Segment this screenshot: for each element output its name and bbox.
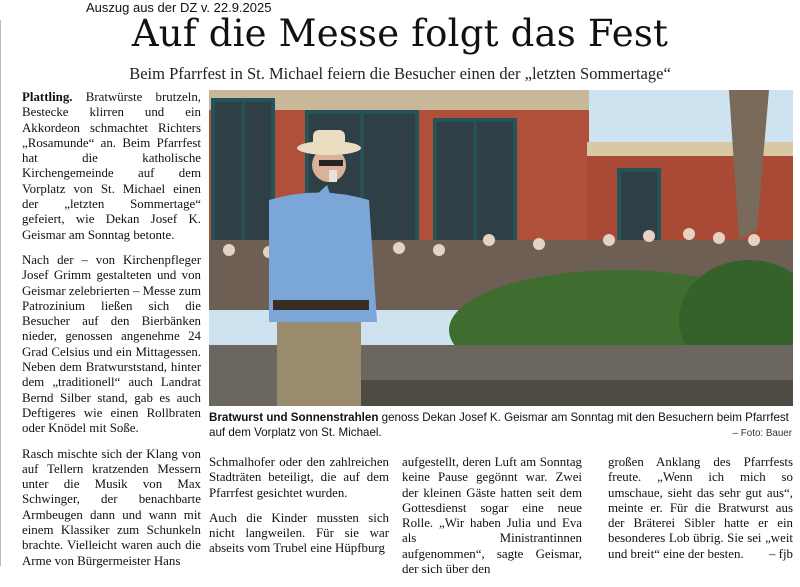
paragraph: Rasch mischte sich der Klang von auf Tellern kratzenden Messern unter die Musik von Max Schwinger, der benachbarte Armbeugen dann und wann mit einem Klassiker zum Schunkeln brachte. Vielleicht waren auch die Arme von Bürgermeister Hans	[22, 446, 201, 568]
dateline: Plattling.	[22, 90, 73, 104]
paragraph: Auch die Kinder mussten sich nicht langweilen. Für sie war abseits vom Trubel eine Hüpfburg	[209, 510, 389, 556]
subheadline: Beim Pfarrfest in St. Michael feiern die Besucher einen der „letzten Sommertage“	[129, 64, 671, 83]
paragraph-text: Bratwürste brutzeln, Bestecke klirren und ein Akkordeon schmachtet Richters „Rosamunde“ an. Beim Pfarrfest hat die katholische Kirchengemeinde auf dem Vorplatz von St. Michael einen der „letzten Sommertage“ gefeiert, wie Dekan Josef K. Geismar am Sonntag betonte.	[22, 90, 201, 242]
paragraph	[608, 455, 793, 562]
photo-credit: – Foto: Bauer	[732, 428, 792, 439]
author-signature: – fjb	[769, 546, 793, 561]
article-column-4	[608, 455, 793, 572]
photo-illustration	[209, 90, 793, 406]
photo-caption	[209, 410, 793, 440]
paragraph-text: großen Anklang des Pfarrfests freute. „Wenn ich mich so umschaue, sieht das sehr gut aus“, meinte er. Für die Bratwurst aus der Bräterei Sibler hatte er ein besonderes Lob übrig. Sie sei „weit und breit“ eine der besten.	[608, 455, 793, 561]
article-column-2	[209, 455, 389, 567]
paragraph: aufgestellt, deren Luft am Sonntag keine Pause gegönnt war. Zwei der kleinen Gäste hatten seit dem Gottesdienst sogar eine neue Rolle. „Wir haben Julia und Eva als Ministrantinnen aufgenommen“, sagte Geismar, der sich über den	[402, 455, 582, 577]
article-column-1	[22, 90, 201, 579]
caption-lead: Bratwurst und Sonnenstrahlen	[209, 411, 379, 424]
caption-text: genoss Dekan Josef K. Geismar am Sonntag mit den Besuchern beim Pfarrfest auf dem Vorplatz von St. Michael.	[209, 411, 789, 439]
page-edge-rule	[0, 20, 1, 566]
paragraph: Schmalhofer oder den zahlreichen Stadträten beteiligt, die auf dem Pfarrfest gesichtet wurden.	[209, 455, 389, 500]
article-column-3	[402, 455, 582, 587]
headline: Auf die Messe folgt das Fest	[131, 12, 669, 55]
paragraph	[22, 90, 201, 243]
source-line: Auszug aus der DZ v. 22.9.2025	[86, 0, 272, 15]
paragraph: Nach der – von Kirchenpfleger Josef Grimm gestalteten und von Geismar zelebrierten – Messe zum Patrozinium ließen sich die Besucher auf den Bierbänken nieder, genossen angenehme 24 Grad Celsius und ein Mittagessen. Neben dem Bratwurststand, hinter dem „traditionell“ auch Landrat Bernd Silber stand, gab es auch Deftigeres wie einen Rollbraten oder Knödel mit Soße.	[22, 252, 201, 436]
article-photo	[209, 90, 793, 406]
